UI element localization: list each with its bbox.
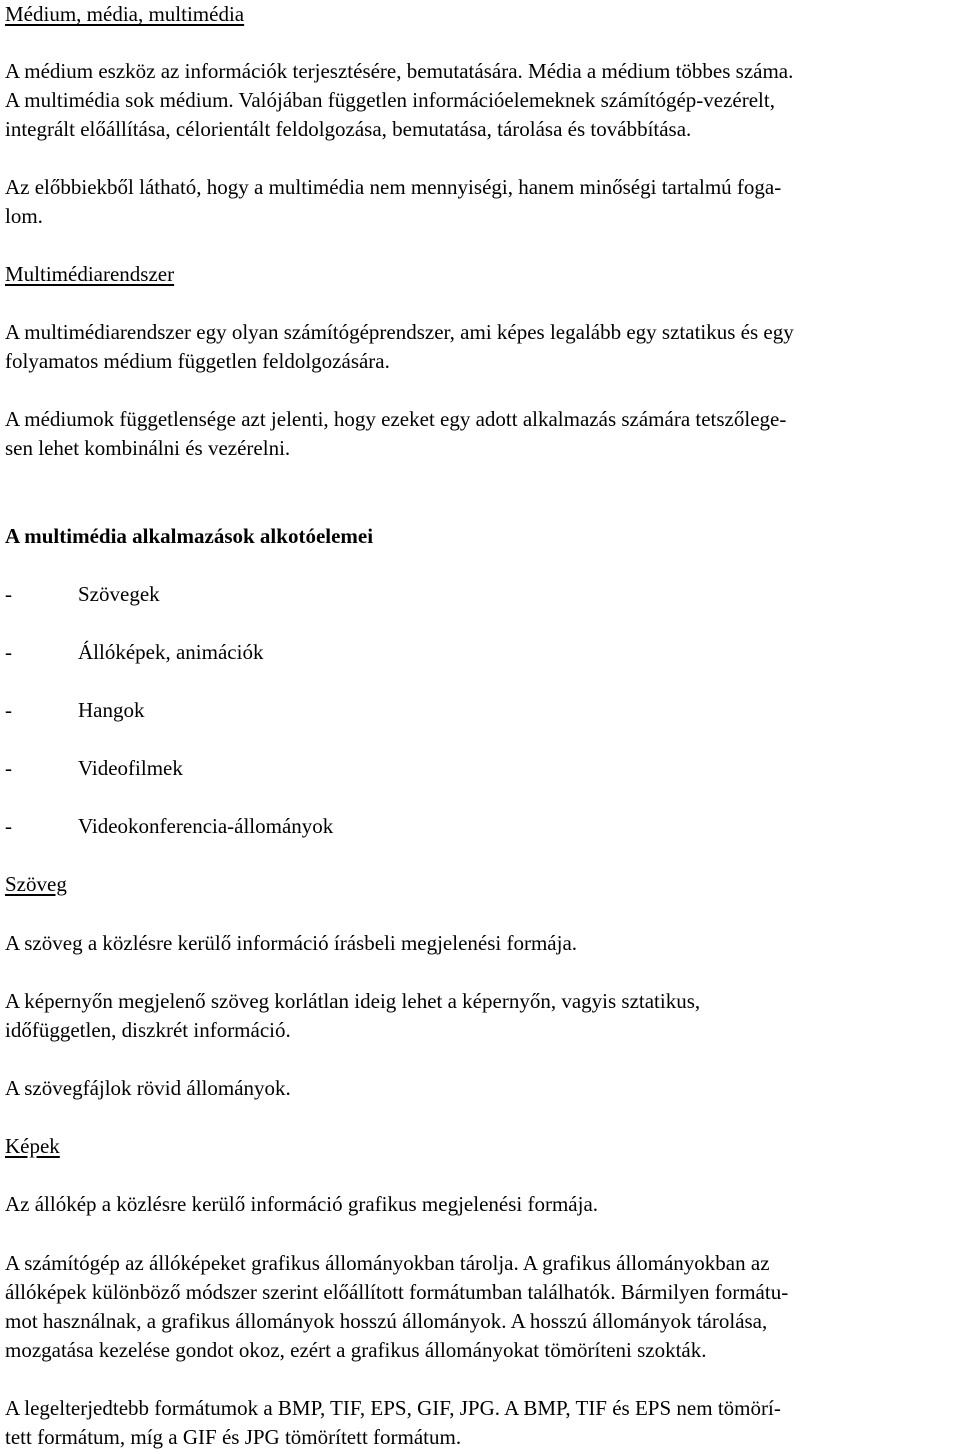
- text-line: mot használnak, a grafikus állományok hosszú állományok. A hosszú állományok tárolása,: [5, 1309, 768, 1333]
- list-item: [5, 580, 957, 609]
- list-item-label: Videokonferencia-állományok: [78, 814, 334, 838]
- text-line: Az állókép a közlésre kerülő információ grafikus megjelenési formája.: [5, 1192, 599, 1216]
- text-line: A számítógép az állóképeket grafikus állományokban tárolja. A grafikus állományokban az: [5, 1251, 770, 1275]
- text-line: A szövegfájlok rövid állományok.: [5, 1076, 291, 1100]
- text-line: sen lehet kombinálni és vezérelni.: [5, 436, 291, 460]
- text-line: állóképek különböző módszer szerint előállított formátumban találhatók. Bármilyen formátu-: [5, 1280, 789, 1304]
- text-line: A multimédiarendszer egy olyan számítógéprendszer, ami képes legalább egy sztatikus és egy: [5, 320, 794, 344]
- multimediarendszer-paragraph-1: [5, 318, 957, 376]
- text-line: mozgatása kezelése gondot okoz, ezért a grafikus állományokat tömöríteni szokták.: [5, 1338, 707, 1362]
- list-dash: -: [5, 756, 12, 780]
- szoveg-paragraph-2: [5, 987, 957, 1045]
- text-line: folyamatos médium független feldolgozására.: [5, 349, 390, 373]
- section-heading-kepek: Képek: [5, 1134, 60, 1158]
- text-line: tett formátum, míg a GIF és JPG tömörített formátum.: [5, 1425, 462, 1449]
- text-line: lom.: [5, 204, 43, 228]
- text-line: A képernyőn megjelenő szöveg korlátlan ideig lehet a képernyőn, vagyis sztatikus,: [5, 989, 701, 1013]
- kepek-paragraph-3: [5, 1394, 957, 1452]
- szoveg-paragraph-1: [5, 929, 957, 958]
- page-title: Médium, média, multimédia: [5, 2, 245, 26]
- list-item-label: Állóképek, animációk: [78, 640, 264, 664]
- szoveg-paragraph-3: [5, 1074, 957, 1103]
- kepek-paragraph-1: [5, 1190, 957, 1219]
- text-line: integrált előállítása, célorientált feldolgozása, bemutatása, tárolása és továbbítása.: [5, 117, 692, 141]
- list-item-label: Szövegek: [78, 582, 160, 606]
- list-item: [5, 754, 957, 783]
- text-line: A legelterjedtebb formátumok a BMP, TIF, EPS, GIF, JPG. A BMP, TIF és EPS nem tömörí-: [5, 1396, 781, 1420]
- list-item-label: Videofilmek: [78, 756, 183, 780]
- text-line: A szöveg a közlésre kerülő információ írásbeli megjelenési formája.: [5, 931, 578, 955]
- section-heading-components: A multimédia alkalmazások alkotóelemei: [5, 524, 374, 548]
- intro-paragraph-2: [5, 173, 957, 231]
- multimediarendszer-paragraph-2: [5, 405, 957, 463]
- list-item-label: Hangok: [78, 698, 145, 722]
- section-heading-multimediarendszer: Multimédiarendszer: [5, 262, 175, 286]
- text-line: A multimédia sok médium. Valójában független információelemeknek számítógép-vezérelt,: [5, 88, 775, 112]
- text-line: A médium eszköz az információk terjesztésére, bemutatására. Média a médium többes száma.: [5, 59, 794, 83]
- list-item: [5, 812, 957, 841]
- text-line: A médiumok függetlensége azt jelenti, hogy ezeket egy adott alkalmazás számára tetszőlege-: [5, 407, 787, 431]
- list-item: [5, 638, 957, 667]
- section-heading-szoveg: Szöveg: [5, 872, 67, 896]
- list-item: [5, 696, 957, 725]
- list-dash: -: [5, 698, 12, 722]
- list-dash: -: [5, 582, 12, 606]
- intro-paragraph-1: [5, 57, 957, 144]
- text-line: időfüggetlen, diszkrét információ.: [5, 1018, 291, 1042]
- text-line: Az előbbiekből látható, hogy a multimédia nem mennyiségi, hanem minőségi tartalmú foga-: [5, 175, 782, 199]
- list-dash: -: [5, 640, 12, 664]
- kepek-paragraph-2: [5, 1249, 957, 1365]
- list-dash: -: [5, 814, 12, 838]
